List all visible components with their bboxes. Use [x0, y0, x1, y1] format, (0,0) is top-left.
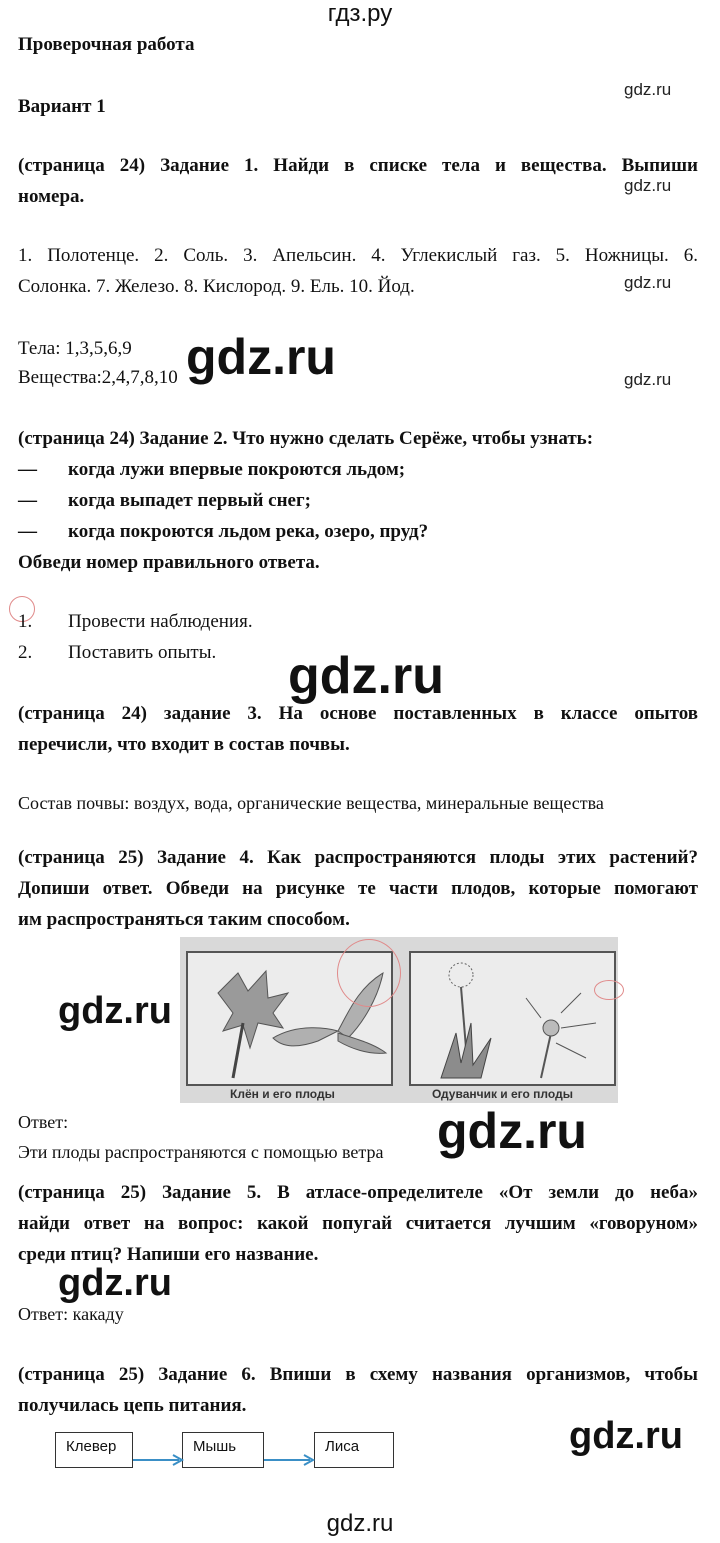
site-title[interactable]: гдз.ру [327, 0, 393, 27]
annotation-circle [337, 939, 401, 1007]
plants-figure [180, 937, 618, 1103]
task2-heading: (страница 24) Задание 2. Что нужно сделать Серёже, чтобы узнать: [18, 428, 594, 449]
task5-heading-line3: среди птиц? Напиши его название. [18, 1244, 319, 1265]
task3-heading-line1: (страница 24) задание 3. На основе поставленных в классе опытов [18, 703, 698, 724]
task2-option [18, 642, 216, 664]
chain-arrow [264, 1453, 316, 1467]
task5-heading-line1: (страница 25) Задание 5. В атласе-определителе «От земли до неба» [18, 1182, 698, 1203]
task2-item-text: когда покроются льдом река, озеро, пруд? [68, 521, 429, 542]
annotation-circle [594, 980, 624, 1000]
task3-answer: Состав почвы: воздух, вода, органические вещества, минеральные вещества [18, 793, 604, 813]
dandelion-illustration [411, 953, 614, 1084]
task2-item [18, 459, 405, 481]
task2-item-text: когда выпадет первый снег; [68, 490, 311, 511]
footer-watermark: gdz.ru [326, 1510, 394, 1537]
watermark-big: gdz.ru [58, 990, 172, 1032]
task1-answer-substances: Вещества:2,4,7,8,10 [18, 367, 178, 388]
watermark-small: gdz.ru [624, 273, 672, 292]
task4-heading-line1: (страница 25) Задание 4. Как распространяются плоды этих растений? [18, 847, 698, 868]
dash-mark: — [18, 490, 37, 511]
watermark-big: gdz.ru [58, 1262, 172, 1304]
task2-item-text: когда лужи впервые покроются льдом; [68, 459, 406, 480]
watermark-small: gdz.ru [624, 176, 672, 195]
task2-item [18, 490, 311, 512]
watermark-big: gdz.ru [288, 647, 444, 705]
dash-mark: — [18, 521, 37, 542]
task2-item [18, 521, 428, 543]
task2-option [18, 611, 253, 633]
caption-dandelion: Одуванчик и его плоды [432, 1087, 573, 1101]
task1-heading-line1: (страница 24) Задание 1. Найди в списке тела и вещества. Выпиши [18, 155, 698, 176]
option-number: 1. [18, 611, 33, 632]
task4-heading-line3: им распространяться таким способом. [18, 909, 350, 930]
task5-answer: Ответ: какаду [18, 1304, 124, 1324]
watermark-small: gdz.ru [624, 80, 672, 99]
dandelion-panel [409, 951, 616, 1086]
chain-box-clover: Клевер [55, 1432, 133, 1468]
chain-box-mouse: Мышь [182, 1432, 264, 1468]
watermark-big: gdz.ru [437, 1103, 587, 1159]
chain-arrow [133, 1453, 185, 1467]
task6-heading-line2: получилась цепь питания. [18, 1395, 247, 1416]
task3-heading-line2: перечисли, что входит в состав почвы. [18, 734, 350, 755]
option-text: Провести наблюдения. [68, 611, 253, 632]
task4-answer: Эти плоды распространяются с помощью ветра [18, 1142, 384, 1162]
dash-mark: — [18, 459, 37, 480]
watermark-small: gdz.ru [624, 370, 672, 389]
task1-heading-line2: номера. [18, 186, 85, 207]
task1-list-line1: 1. Полотенце. 2. Соль. 3. Апельсин. 4. Углекислый газ. 5. Ножницы. 6. [18, 245, 698, 266]
watermark-big: gdz.ru [569, 1415, 683, 1457]
task4-heading-line2: Допиши ответ. Обведи на рисунке те части плодов, которые помогают [18, 878, 698, 899]
task5-heading-line2: найди ответ на вопрос: какой попугай считается лучшим «говоруном» [18, 1213, 698, 1234]
option-number: 2. [18, 642, 33, 663]
option-text: Поставить опыты. [68, 642, 217, 663]
task6-heading-line1: (страница 25) Задание 6. Впиши в схему названия организмов, чтобы [18, 1364, 698, 1385]
page-title: Проверочная работа [18, 34, 195, 55]
variant-label: Вариант 1 [18, 96, 106, 117]
task2-instruction: Обведи номер правильного ответа. [18, 552, 320, 573]
watermark-big: gdz.ru [186, 329, 336, 385]
task1-list-line2: Солонка. 7. Железо. 8. Кислород. 9. Ель. 10. Йод. [18, 276, 415, 297]
caption-maple: Клён и его плоды [230, 1087, 335, 1101]
task4-answer-label: Ответ: [18, 1112, 69, 1132]
task1-answer-bodies: Тела: 1,3,5,6,9 [18, 338, 132, 359]
chain-box-fox: Лиса [314, 1432, 394, 1468]
